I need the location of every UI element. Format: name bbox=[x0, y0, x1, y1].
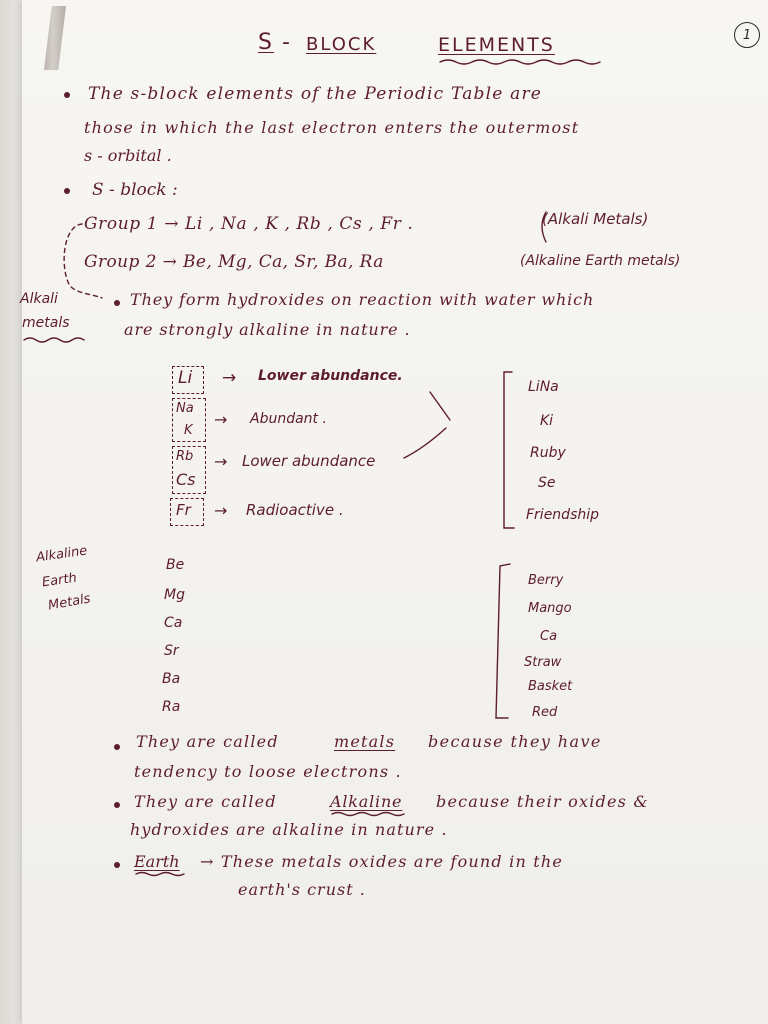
alkaline-element-be: Be bbox=[166, 557, 185, 573]
mnemonic-alkaline-3: Ca bbox=[540, 629, 558, 644]
note-alkaline-line-2: hydroxides are alkaline in nature . bbox=[130, 820, 448, 839]
intro-line-3: s - orbital . bbox=[84, 146, 172, 165]
title-s: S bbox=[258, 30, 274, 55]
alkaline-element-ca: Ca bbox=[164, 615, 183, 631]
alkali-symbol-li: Li bbox=[178, 368, 193, 388]
bullet-alkaline bbox=[114, 802, 120, 808]
group1-note: (Alkali Metals) bbox=[542, 210, 649, 228]
alkali-symbol-cs: Cs bbox=[176, 470, 196, 489]
bullet-sblock bbox=[64, 188, 70, 194]
alkali-arrow-rb: → bbox=[214, 452, 228, 471]
note-earth-b: → These metals oxides are found in the bbox=[200, 852, 564, 871]
title-block: BLOCK bbox=[306, 34, 377, 55]
alkali-desc-na: Abundant . bbox=[250, 411, 327, 427]
bullet-earth bbox=[114, 862, 120, 868]
side-label-alkali: Alkali bbox=[20, 291, 58, 307]
intro-line-1: The s-block elements of the Periodic Table are bbox=[88, 84, 543, 104]
bullet-intro bbox=[64, 92, 70, 98]
alkaline-element-ba: Ba bbox=[162, 671, 181, 687]
alkali-symbol-rb: Rb bbox=[176, 449, 194, 464]
alkali-symbol-k: K bbox=[184, 423, 193, 438]
mnemonic-alkali-5: Friendship bbox=[526, 507, 600, 523]
mnemonic-alkaline-6: Red bbox=[532, 705, 558, 720]
alkali-desc-li: Lower abundance. bbox=[258, 368, 403, 384]
group1-line: Group 1 → Li , Na , K , Rb , Cs , Fr . bbox=[84, 214, 414, 234]
intro-line-2: those in which the last electron enters the outermost bbox=[84, 118, 580, 137]
title-elements: ELEMENTS bbox=[438, 34, 555, 56]
mnemonic-alkaline-4: Straw bbox=[524, 655, 562, 670]
bullet-metals bbox=[114, 744, 120, 750]
alkali-symbol-na: Na bbox=[176, 401, 194, 416]
note-alkaline-word: Alkaline bbox=[330, 792, 403, 811]
mnemonic-alkaline-5: Basket bbox=[528, 679, 573, 694]
title-dash: - bbox=[282, 30, 292, 55]
note-metals-a: They are called bbox=[136, 732, 279, 751]
hydroxide-line-2: are strongly alkaline in nature . bbox=[124, 320, 411, 339]
group2-line: Group 2 → Be, Mg, Ca, Sr, Ba, Ra bbox=[84, 252, 384, 272]
note-earth-word: Earth bbox=[134, 852, 180, 871]
note-earth-line-2: earth's crust . bbox=[238, 880, 366, 899]
mnemonic-alkali-1: LiNa bbox=[528, 379, 559, 395]
mnemonic-alkaline-1: Berry bbox=[528, 573, 564, 588]
alkali-desc-fr: Radioactive . bbox=[246, 501, 344, 519]
note-alkaline-b: because their oxides & bbox=[436, 792, 649, 811]
alkali-symbol-fr: Fr bbox=[176, 501, 191, 519]
side-label-alkaline: Alkaline bbox=[35, 543, 89, 566]
alkaline-element-mg: Mg bbox=[164, 587, 185, 603]
note-alkaline-a: They are called bbox=[134, 792, 277, 811]
alkali-arrow-li: → bbox=[222, 368, 237, 388]
alkali-arrow-na: → bbox=[214, 410, 228, 429]
alkali-arrow-fr: → bbox=[214, 501, 228, 520]
note-metals-line-2: tendency to loose electrons . bbox=[134, 762, 402, 781]
note-metals-b: because they have bbox=[428, 732, 602, 751]
bullet-hydroxide bbox=[114, 300, 120, 306]
mnemonic-alkali-2: Ki bbox=[540, 413, 554, 429]
alkaline-element-ra: Ra bbox=[162, 699, 181, 715]
sblock-heading: S - block : bbox=[92, 180, 178, 200]
note-metals-word: metals bbox=[334, 732, 396, 751]
page-number: 1 bbox=[734, 22, 760, 48]
mnemonic-alkaline-2: Mango bbox=[528, 601, 572, 616]
side-label-earth: Earth bbox=[41, 570, 78, 591]
alkali-desc-rb: Lower abundance bbox=[242, 452, 376, 470]
group2-note: (Alkaline Earth metals) bbox=[520, 253, 681, 269]
side-label-metals-2: Metals bbox=[47, 591, 92, 614]
mnemonic-alkali-4: Se bbox=[538, 475, 556, 491]
alkaline-element-sr: Sr bbox=[164, 643, 179, 659]
side-label-metals: metals bbox=[22, 315, 70, 331]
mnemonic-alkali-3: Ruby bbox=[530, 445, 566, 461]
hydroxide-line-1: They form hydroxides on reaction with water which bbox=[130, 290, 595, 309]
notebook-binding-edge bbox=[0, 0, 22, 1024]
